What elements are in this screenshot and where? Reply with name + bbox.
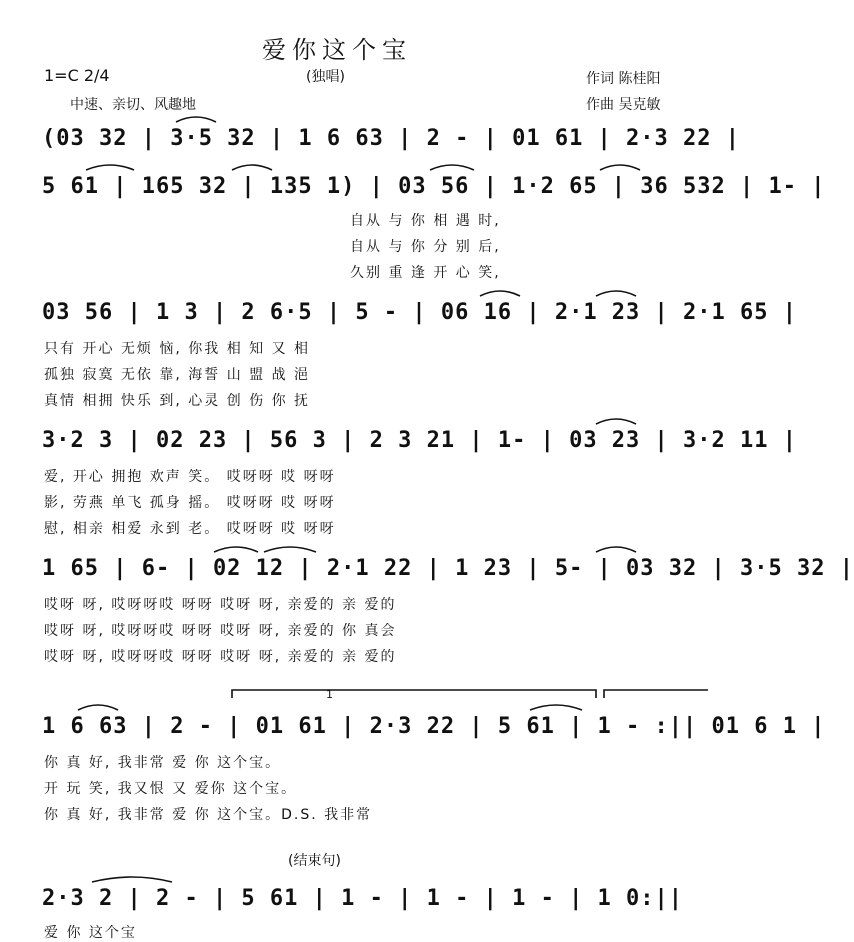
- slur-mark: [530, 705, 582, 710]
- subtitle: (独唱): [306, 69, 345, 85]
- slur-mark: [176, 117, 216, 122]
- key-time-signature: 1=C 2/4: [44, 66, 110, 85]
- lyric-line-2-1: 自从 与 你 相 遇 时,: [350, 213, 501, 229]
- lyric-line-6-1: 你 真 好, 我非常 爱 你 这个宝。: [44, 755, 282, 771]
- tempo-marking: 中速、亲切、风趣地: [70, 97, 196, 113]
- volta-number: 1: [326, 688, 333, 701]
- volta-bracket: [604, 690, 708, 698]
- lyric-line-4-1: 爱, 开心 拥抱 欢声 笑。 哎呀呀 哎 呀呀: [44, 469, 336, 485]
- lyricist-credit: 作词 陈桂阳: [586, 71, 661, 87]
- score-line-3: 03 56 | 1 3 | 2 6·5 | 5 - | 06 16 | 2·1 23 | 2·1 65 |: [42, 300, 797, 325]
- slur-mark: [480, 291, 520, 296]
- lyric-line-5-2: 哎呀 呀, 哎呀呀哎 呀呀 哎呀 呀, 亲爱的 你 真会: [44, 623, 397, 639]
- score-line-2: 5 61 | 165 32 | 135 1) | 03 56 | 1·2 65 | 36 532 | 1- |: [42, 174, 826, 199]
- lyric-line-5-1: 哎呀 呀, 哎呀呀哎 呀呀 哎呀 呀, 亲爱的 亲 爱的: [44, 597, 397, 613]
- slur-mark: [430, 165, 474, 170]
- lyric-line-3-1: 只有 开心 无烦 恼, 你我 相 知 又 相: [44, 341, 311, 357]
- slur-mark: [78, 705, 118, 710]
- slur-mark: [600, 165, 640, 170]
- score-line-5: 1 65 | 6- | 02 12 | 2·1 22 | 1 23 | 5- | 03 32 | 3·5 32 |: [42, 556, 854, 581]
- slur-mark: [596, 547, 636, 552]
- score-line-4: 3·2 3 | 02 23 | 56 3 | 2 3 21 | 1- | 03 23 | 3·2 11 |: [42, 428, 797, 453]
- score-line-6: 1 6 63 | 2 - | 01 61 | 2·3 22 | 5 61 | 1 - :|| 01 6 1 |: [42, 714, 826, 739]
- slur-mark: [264, 547, 316, 552]
- lyric-line-6-2: 开 玩 笑, 我又恨 又 爱你 这个宝。: [44, 781, 298, 797]
- slur-mark: [86, 165, 134, 170]
- volta-bracket: [232, 690, 596, 698]
- song-title: 爱你这个宝: [262, 36, 412, 64]
- ending-label: (结束句): [288, 853, 341, 869]
- lyric-line-7-1: 爱 你 这个宝: [44, 925, 137, 941]
- lyric-line-3-2: 孤独 寂寞 无依 靠, 海誓 山 盟 战 浥: [44, 367, 311, 383]
- slur-mark: [596, 419, 636, 424]
- slur-mark: [92, 877, 172, 882]
- score-line-7: 2·3 2 | 2 - | 5 61 | 1 - | 1 - | 1 - | 1 0:||: [42, 886, 684, 911]
- lyric-line-3-3: 真情 相拥 快乐 到, 心灵 创 伤 你 抚: [44, 393, 311, 409]
- lyric-line-2-2: 自从 与 你 分 别 后,: [350, 239, 501, 255]
- lyric-line-4-3: 慰, 相亲 相爱 永到 老。 哎呀呀 哎 呀呀: [44, 521, 336, 537]
- lyric-line-5-3: 哎呀 呀, 哎呀呀哎 呀呀 哎呀 呀, 亲爱的 亲 爱的: [44, 649, 397, 665]
- lyric-line-6-3: 你 真 好, 我非常 爱 你 这个宝。D.S. 我非常: [44, 807, 373, 823]
- lyric-line-4-2: 影, 劳燕 单飞 孤身 摇。 哎呀呀 哎 呀呀: [44, 495, 336, 511]
- slur-mark: [596, 291, 636, 296]
- slur-mark: [214, 547, 258, 552]
- score-line-1: (03 32 | 3·5 32 | 1 6 63 | 2 - | 01 61 | 2·3 22 |: [42, 126, 741, 151]
- composer-credit: 作曲 吴克敏: [586, 97, 661, 113]
- slur-mark: [232, 165, 272, 170]
- lyric-line-2-3: 久别 重 逢 开 心 笑,: [350, 265, 501, 281]
